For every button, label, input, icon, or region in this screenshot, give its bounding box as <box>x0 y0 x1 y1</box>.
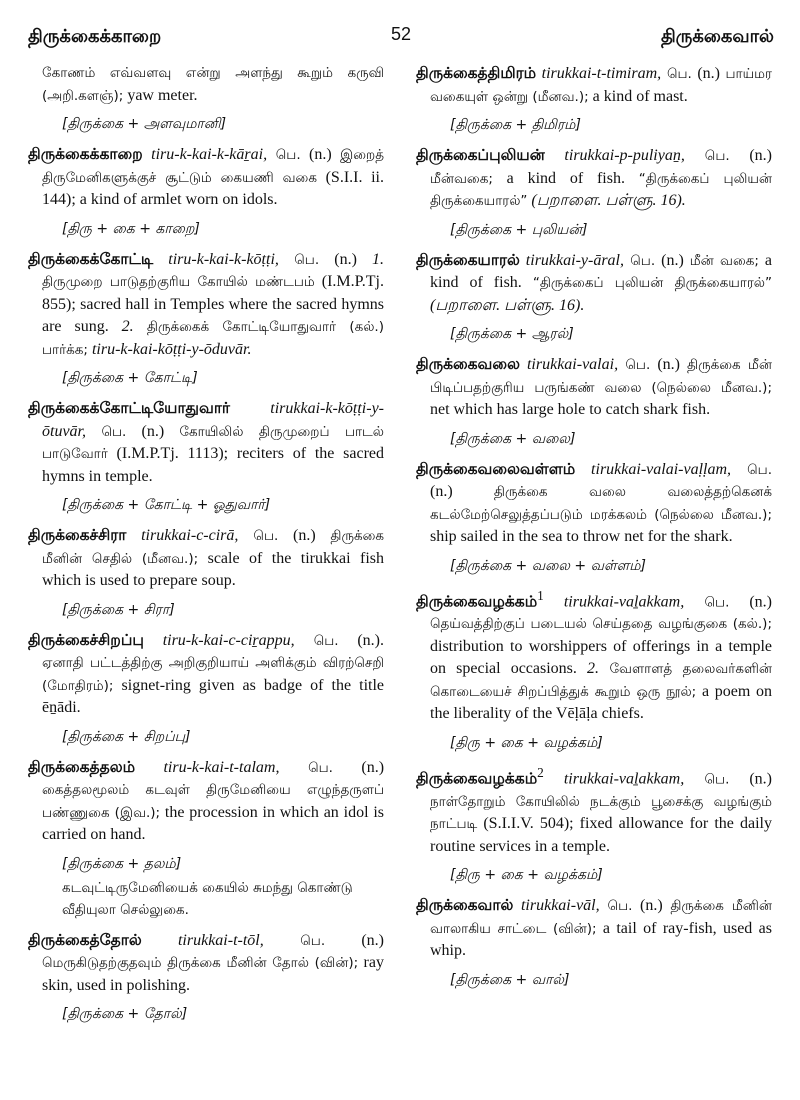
english-text: a kind of fish. <box>492 169 639 187</box>
dictionary-entry <box>416 585 772 754</box>
etymology: [திரு + கை + வழக்கம்] <box>450 867 603 884</box>
dictionary-entry <box>416 762 772 886</box>
header-guide-word-right: திருக்கைவால் <box>660 26 774 47</box>
tamil-text: “திருக்கைப் புலியன் திருக்கையாரல்” <box>532 275 773 291</box>
etymology: [திருக்கை + திமிரம்] <box>450 117 581 133</box>
etymology: [திருக்கை + வலை] <box>450 430 576 447</box>
headword: திருக்கைத்தோல் <box>28 930 142 949</box>
dictionary-entry <box>28 62 384 135</box>
dictionary-entry <box>28 629 384 748</box>
english-text: net which has large hole to catch shark fish. <box>430 401 711 418</box>
page-number: 52 <box>390 24 412 44</box>
dictionary-entry <box>28 397 384 516</box>
english-text: (n.). <box>338 631 384 649</box>
tamil-text: பெ. <box>624 252 656 269</box>
transliteration: tiru-k-kai-t-talam, <box>135 758 280 776</box>
tamil-text: தெய்வத்திற்குப் படையல் செய்ததை வழங்குகை (கல்.); <box>430 616 772 633</box>
tamil-text: மெருகிடுதற்குதவும் திருக்கை மீனின் தோல் (வின்); <box>42 955 359 971</box>
english-text: (n.) <box>319 250 372 268</box>
tamil-text: கோயிலில் திருமுறைப் பாடல் பாடுவோர் <box>42 423 385 462</box>
tamil-text: திருக்கைக் கோட்டியோதுவார் (கல்.) பார்க்க; <box>42 319 384 358</box>
tamil-text: திருக்கை மீனின் செதில் (மீனவ.); <box>42 528 385 567</box>
transliteration: tirukkai-p-puliyaṉ, <box>544 147 685 164</box>
entry-definition <box>416 62 772 108</box>
right-column <box>416 62 772 999</box>
tamil-text: “திருக்கைப் புலியன் திருக்கையாரல்” <box>430 170 772 209</box>
transliteration: tiru-k-kai-kōṭṭi-y-ōduvār. <box>87 340 252 358</box>
tamil-text: பெ. <box>661 66 692 82</box>
english-text: yaw meter. <box>123 86 198 104</box>
english-text: (n.) <box>632 897 671 915</box>
transliteration: tirukkai-vaḻakkam, <box>543 770 685 788</box>
transliteration: tirukkai-t-tōl, <box>141 931 264 949</box>
entry-definition <box>416 894 772 963</box>
tamil-text: பெ. <box>684 148 730 164</box>
citation: (பறாளை. பள்ளு. 16). <box>527 192 686 209</box>
entry-definition <box>416 249 772 318</box>
entry-definition <box>28 397 384 488</box>
headword: திருக்கைத்தலம் <box>28 757 136 776</box>
tamil-text: பெ. <box>294 632 339 649</box>
dictionary-entry <box>416 62 772 136</box>
english-text: (n.) <box>430 483 494 500</box>
tamil-text: பெ. <box>731 461 772 478</box>
dictionary-entry <box>416 458 772 577</box>
english-text: (I.M.P.Tj. 1113); reciters of the sacred hymns in temple. <box>42 445 384 485</box>
entry-definition <box>416 585 772 726</box>
english-text: (n.) <box>729 147 773 164</box>
english-text: the procession in which an idol is carried on hand. <box>42 803 384 843</box>
tamil-text: இறைத் திருமேனிகளுக்குச் சூட்டும் கையணி வகை <box>42 147 385 186</box>
homograph-number: 1 <box>537 587 544 603</box>
entry-definition <box>28 756 384 847</box>
transliteration: tirukkai-valai, <box>519 356 619 373</box>
english-text: a kind of fish. <box>430 251 773 291</box>
headword: திருக்கைச்சிறப்பு <box>28 630 144 649</box>
tamil-text: பெ. <box>278 251 320 268</box>
tamil-text: பெ. <box>86 423 127 440</box>
dictionary-entry <box>416 249 772 346</box>
transliteration: tirukkai-vāl, <box>513 897 600 915</box>
headword: திருக்கைத்திமிரம் <box>416 64 537 82</box>
dictionary-entry <box>28 756 384 921</box>
dictionary-entry <box>416 144 772 241</box>
transliteration: tiru-k-kai-c-ciṟappu, <box>143 631 295 649</box>
tamil-text: வேளாளத் தலைவர்களின் கொடையைச் சிறப்பித்துக் கூறும் ஒரு நூல்; <box>430 661 772 700</box>
english-text: a poem on the liberality of the Vēḷāḷa chiefs. <box>430 682 772 723</box>
transliteration: tirukkai-valai-vaḷḷam, <box>575 460 732 478</box>
english-text: (n.) <box>655 251 690 269</box>
dictionary-entry <box>28 143 384 240</box>
dictionary-entry <box>28 929 384 1026</box>
etymology: [திருக்கை + கோட்டி] <box>62 370 198 386</box>
tamil-text: திருக்கை வலை வலைத்தற்கெனக் கடல்மேற்செலுத்தப்படும் மரக்கலம் (நெல்லை மீனவ.); <box>430 484 772 523</box>
headword: திருக்கைவழக்கம் <box>416 769 538 788</box>
english-text: scale of the tirukkai fish which is used to prepare soup. <box>42 549 384 589</box>
tamil-text: பாய்மர வகையுள் ஒன்று (மீனவ.); <box>430 66 772 105</box>
tamil-text: பெ. <box>267 147 301 163</box>
tamil-text: பெ. <box>684 593 730 610</box>
english-text: (n.) <box>325 931 384 949</box>
entry-definition <box>28 248 384 362</box>
english-text: a tail of ray-fish, used as whip. <box>430 919 772 960</box>
entry-definition <box>416 353 772 422</box>
headword: திருக்கைக்காறை <box>28 145 143 163</box>
etymology: [திருக்கை + தோல்] <box>62 1006 188 1022</box>
tamil-text: ஏனாதி பட்டத்திற்கு அறிகுறியாய் அளிக்கும் விரற்செறி (மோதிரம்); <box>42 655 384 694</box>
dictionary-entry <box>416 353 772 450</box>
headword: திருக்கைக்கோட்டி <box>28 249 154 268</box>
english-text: (S.I.I.V. 504); fixed allowance for the daily routine services in a temple. <box>430 815 772 855</box>
sense-number: 1. <box>372 250 384 268</box>
english-text: (n.) <box>278 527 331 544</box>
tamil-text: பெ. <box>684 771 730 788</box>
entry-definition <box>416 144 772 213</box>
headword: திருக்கைக்கோட்டியோதுவார் <box>28 399 231 417</box>
citation: (பறாளை. பள்ளு. 16). <box>430 296 585 314</box>
tamil-text: கோணம் எவ்வளவு என்று அளந்து கூறும் கருவி (அறி.களஞ்); <box>42 65 384 104</box>
english-text: signet-ring given as badge of the title ēṉādi. <box>42 676 384 716</box>
etymology: [திருக்கை + வால்] <box>450 971 570 988</box>
tamil-text: பெ. <box>279 759 333 776</box>
headword: திருக்கையாரல் <box>416 250 520 269</box>
sense-number: 2. <box>121 318 134 335</box>
left-column <box>28 62 384 1033</box>
entry-definition <box>416 762 772 858</box>
tamil-text: மீன் வகை; <box>689 252 759 269</box>
tamil-text: நாள்தோறும் கோயிலில் நடக்கும் பூசைக்கு வழங்கும் நாட்படி <box>430 793 772 833</box>
tamil-text: பெ. <box>599 898 633 915</box>
tamil-text: கைத்தலமூலம் கடவுள் திருமேனியை எழுந்தருளப் பண்ணுகை (இவ.); <box>42 782 384 821</box>
english-text: (n.) <box>332 758 385 776</box>
transliteration: tiru-k-kai-k-kāṟai, <box>142 146 268 163</box>
english-text: a kind of mast. <box>588 87 688 105</box>
entry-definition <box>28 143 384 212</box>
etymology: [திரு + கை + காறை] <box>62 220 200 237</box>
header-guide-word-left: திருக்கைக்காறை <box>28 26 162 47</box>
etymology: [திருக்கை + அளவுமானி] <box>62 116 227 132</box>
sense-number: 2. <box>587 660 600 678</box>
etymology: [திருக்கை + தலம்] <box>62 855 182 872</box>
tamil-text: திருக்கை மீனின் வாலாகிய சாட்டை (வின்); <box>430 898 773 937</box>
transliteration: tiru-k-kai-k-kōṭṭi, <box>153 250 279 268</box>
entry-definition <box>28 629 384 720</box>
tamil-text: மீன்வகை; <box>430 170 493 187</box>
etymology: [திருக்கை + ஆரல்] <box>450 326 574 342</box>
tamil-text: பெ. <box>263 932 326 949</box>
english-text: distribution to worshippers of offerings in a temple on special occasions. <box>430 637 772 678</box>
etymology: [திருக்கை + வலை + வள்ளம்] <box>450 557 646 574</box>
entry-definition <box>28 929 384 998</box>
english-text: (n.) <box>729 592 772 610</box>
transliteration: tirukkai-c-cirā, <box>126 527 239 544</box>
headword: திருக்கைச்சிரா <box>28 526 127 544</box>
tamil-text: பெ. <box>618 357 651 373</box>
dictionary-entry <box>28 524 384 621</box>
etymology: [திரு + கை + வழக்கம்] <box>450 734 603 751</box>
headword: திருக்கைவலைவள்ளம் <box>416 459 576 478</box>
transliteration: tirukkai-y-āral, <box>519 251 625 269</box>
headword: திருக்கைவால் <box>416 896 514 915</box>
transliteration: tirukkai-vaḻakkam, <box>543 592 685 610</box>
headword: திருக்கைப்புலியன் <box>416 146 545 164</box>
headword: திருக்கைவழக்கம் <box>416 591 538 610</box>
tamil-text: பெ. <box>238 528 279 544</box>
entry-note: கடவுட்டிருமேனியைக் கையில் சுமந்து கொண்டு வீதியுலா செல்லுகை. <box>62 879 353 918</box>
dictionary-entry <box>28 248 384 390</box>
entry-continuation <box>28 62 384 107</box>
english-text: (n.) <box>691 65 726 82</box>
etymology: [திருக்கை + புலியன்] <box>450 221 588 238</box>
entry-definition <box>28 524 384 593</box>
english-text: (n.) <box>300 146 341 163</box>
etymology: [திருக்கை + சிரா] <box>62 601 175 618</box>
homograph-number: 2 <box>537 764 544 780</box>
page-header <box>28 20 774 54</box>
english-text: (I.M.P.Tj. 855); sacred hall in Temples where the sacred hymns are sung. <box>42 273 384 335</box>
etymology: [திருக்கை + கோட்டி + ஓதுவார்] <box>62 497 271 513</box>
dictionary-entry <box>416 894 772 991</box>
etymology: [திருக்கை + சிறப்பு] <box>62 728 191 745</box>
english-text: (n.) <box>650 356 688 373</box>
english-text: (S.I.I. ii. 144); a kind of armlet worn on idols. <box>42 168 384 208</box>
english-text: ship sailed in the sea to throw net for the shark. <box>430 528 733 545</box>
tamil-text: திருக்கை மீன் பிடிப்பதற்குரிய பருங்கண் வலை (நெல்லை மீனவ.); <box>430 357 773 396</box>
english-text: (n.) <box>729 770 772 788</box>
tamil-text: திருமுறை பாடுதற்குரிய கோயில் மண்டபம் <box>42 274 315 290</box>
english-text: ray skin, used in polishing. <box>42 954 384 994</box>
headword: திருக்கைவலை <box>416 355 520 373</box>
entry-definition <box>416 458 772 549</box>
english-text: (n.) <box>126 422 180 440</box>
transliteration: tirukkai-k-kōṭṭi-y-ōtuvār, <box>42 400 384 440</box>
transliteration: tirukkai-t-timiram, <box>536 65 662 82</box>
